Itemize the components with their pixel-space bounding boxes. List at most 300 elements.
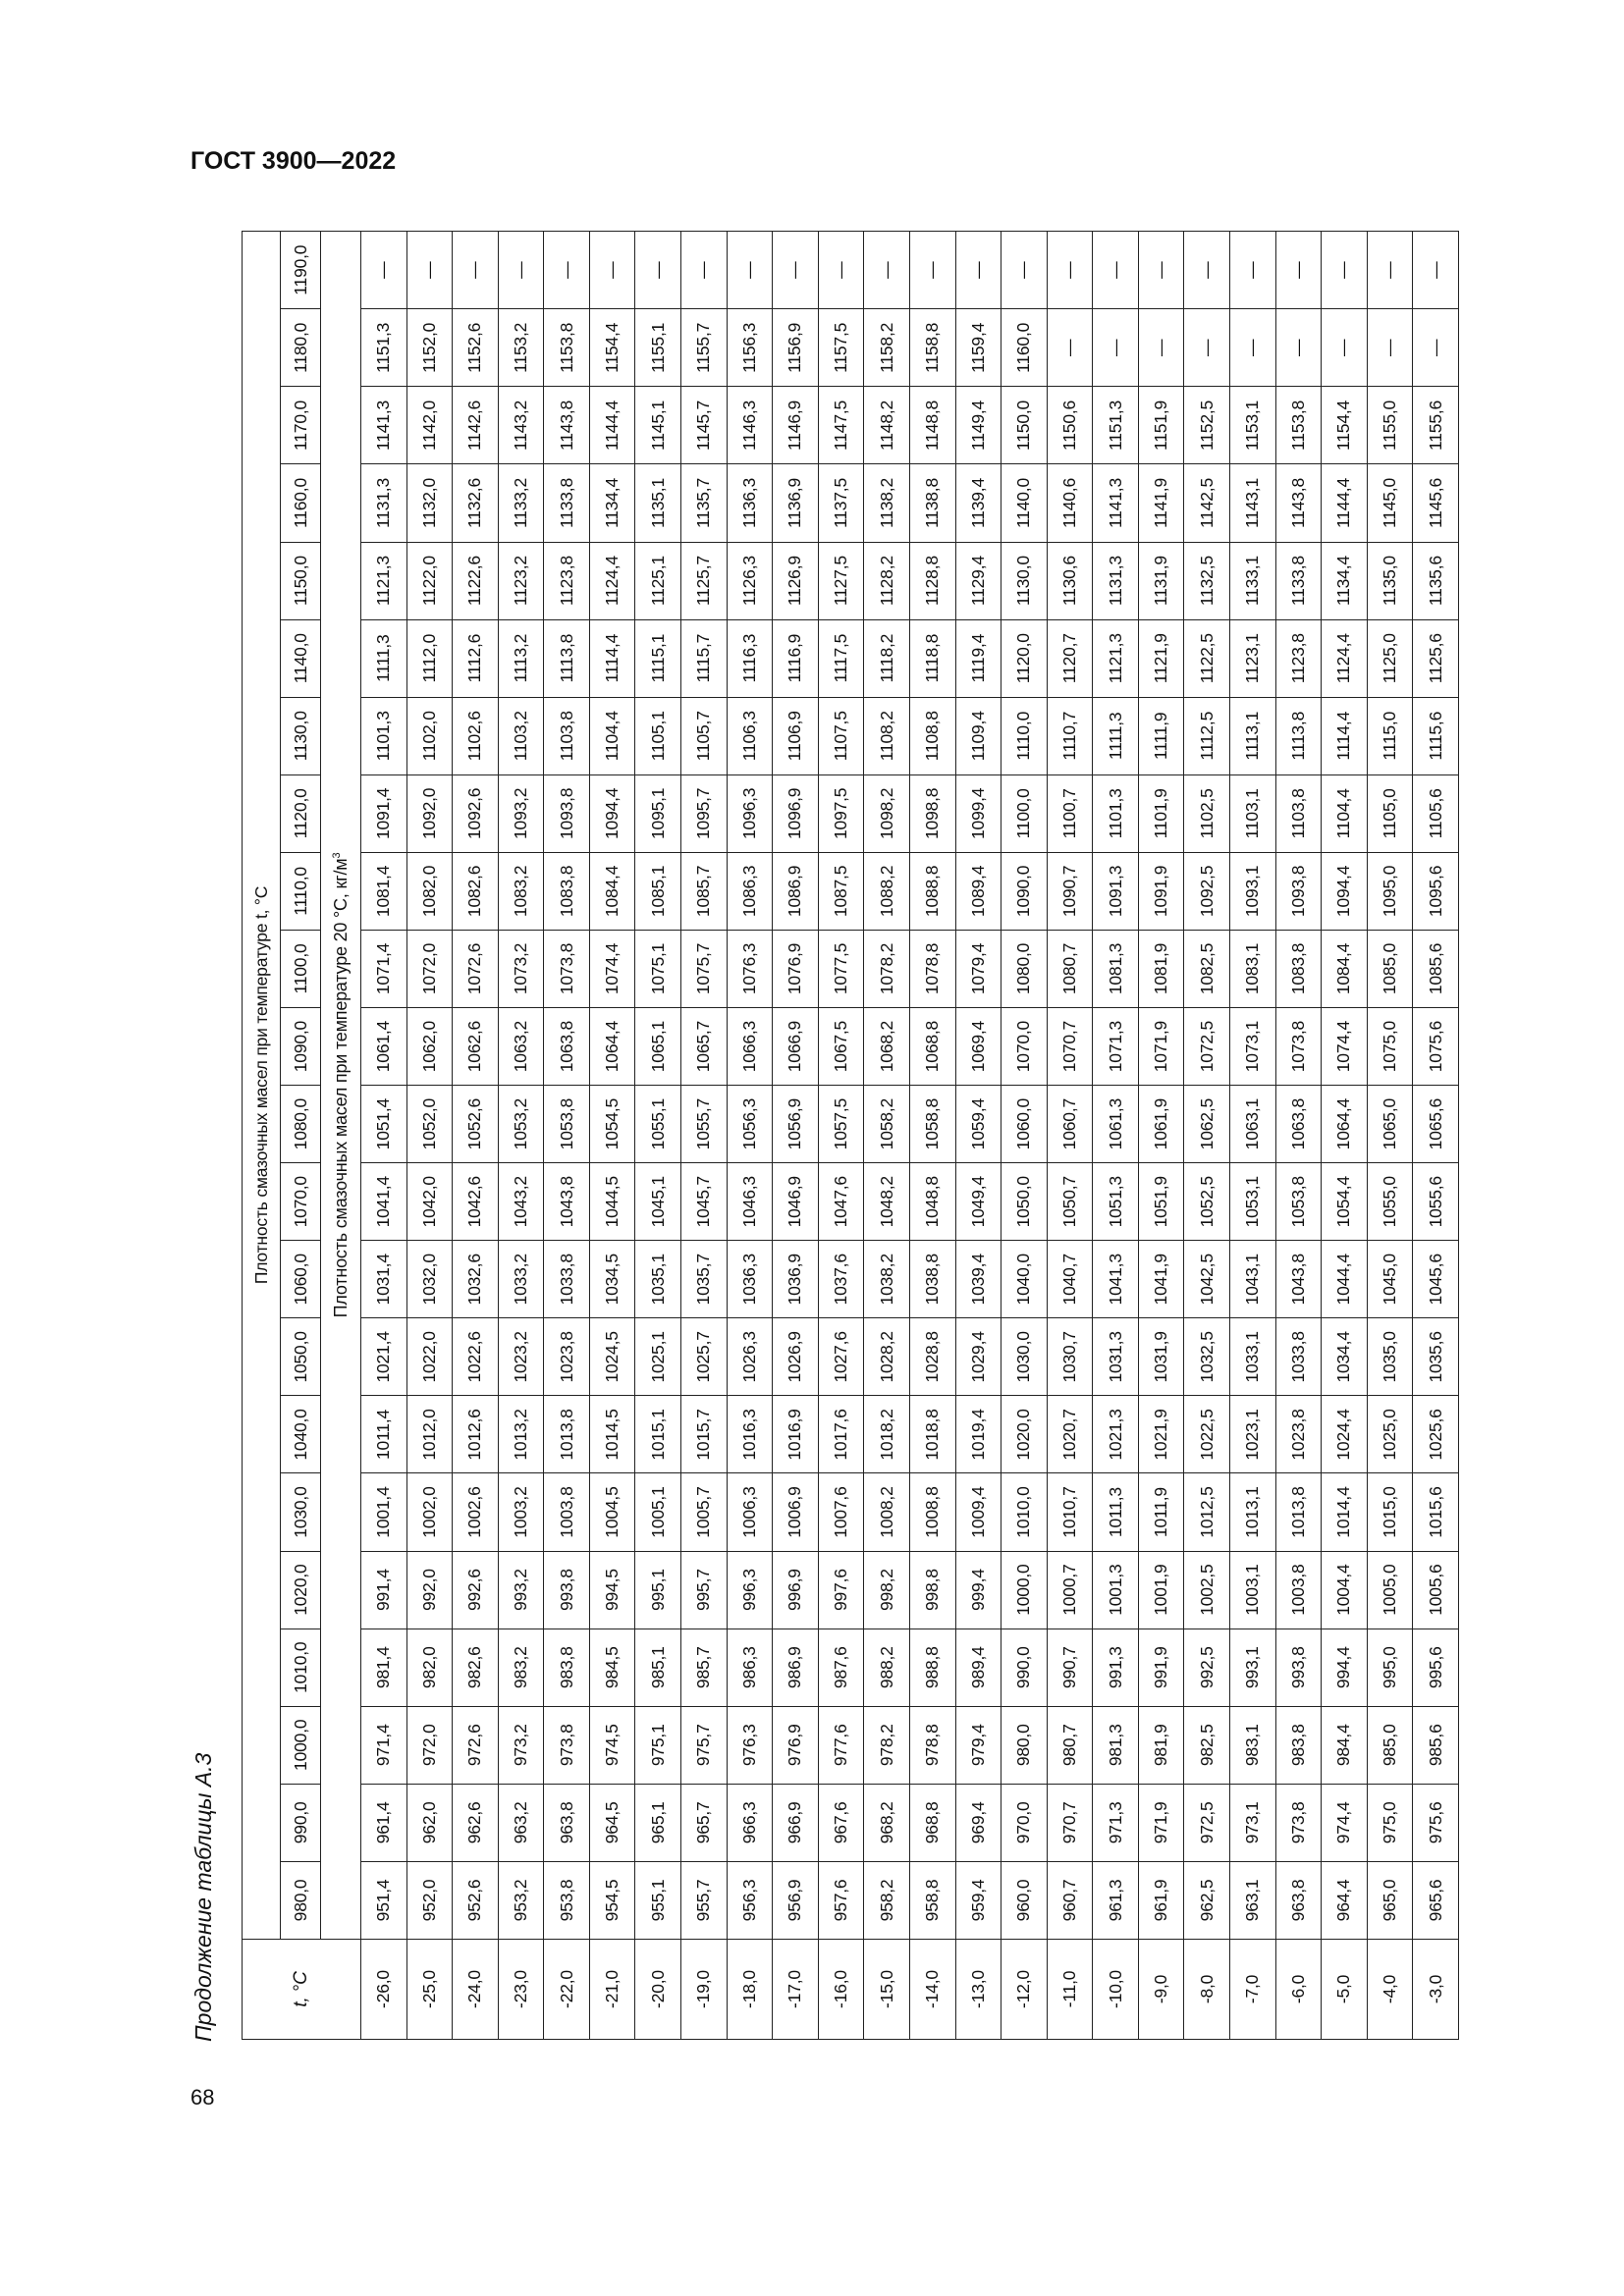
density-cell: 1085,0 xyxy=(1367,930,1413,1007)
density-cell: 962,5 xyxy=(1184,1861,1230,1939)
density-cell: 985,1 xyxy=(635,1629,681,1706)
table-row xyxy=(955,232,1001,2040)
density-cell: 1055,0 xyxy=(1367,1163,1413,1241)
density-cell: 1158,8 xyxy=(909,309,955,387)
density-cell: 1058,8 xyxy=(909,1086,955,1163)
density-cell: 1002,0 xyxy=(406,1473,453,1551)
table-row xyxy=(864,232,910,2040)
density-cell: 1103,2 xyxy=(498,697,544,774)
density-cell: 1008,8 xyxy=(909,1473,955,1551)
density-cell: 1124,4 xyxy=(1322,619,1368,697)
density-cell: 980,7 xyxy=(1047,1706,1093,1784)
density-cell: 1136,9 xyxy=(773,464,819,542)
density-cell: 1071,3 xyxy=(1093,1008,1139,1086)
rotated-table-container xyxy=(242,231,1459,2040)
density-cell: 1100,0 xyxy=(1001,774,1048,852)
density-cell: 1141,9 xyxy=(1138,464,1184,542)
density-cell: 1131,3 xyxy=(1093,542,1139,619)
density-cell: 1153,2 xyxy=(498,309,544,387)
column-header: 980,0 xyxy=(281,1861,321,1939)
density-cell: 1052,5 xyxy=(1184,1163,1230,1241)
table-row xyxy=(635,232,681,2040)
density-cell: — xyxy=(1322,232,1368,309)
density-cell: 1022,6 xyxy=(453,1318,499,1396)
density-cell: 981,4 xyxy=(361,1629,407,1706)
density-cell: 1035,7 xyxy=(681,1241,728,1318)
density-cell: 1144,4 xyxy=(589,387,635,464)
density-cell: 1001,9 xyxy=(1138,1551,1184,1629)
density-cell: 1083,8 xyxy=(1275,930,1322,1007)
density-cell: 1012,6 xyxy=(453,1396,499,1473)
density-cell: 1066,9 xyxy=(773,1008,819,1086)
density-cell: 1098,8 xyxy=(909,774,955,852)
density-cell: 1071,9 xyxy=(1138,1008,1184,1086)
density-cell: 1010,7 xyxy=(1047,1473,1093,1551)
density-cell: 1127,5 xyxy=(818,542,864,619)
density-cell: 1059,4 xyxy=(955,1086,1001,1163)
density-cell: 1093,1 xyxy=(1229,852,1275,930)
density-cell: 1153,1 xyxy=(1229,387,1275,464)
density-cell: 999,4 xyxy=(955,1551,1001,1629)
density-cell: 1067,5 xyxy=(818,1008,864,1086)
column-header: 1010,0 xyxy=(281,1629,321,1706)
density-cell: 1136,3 xyxy=(727,464,773,542)
density-cell: 1045,6 xyxy=(1413,1241,1459,1318)
density-cell: 1111,9 xyxy=(1138,697,1184,774)
density-cell: 1060,0 xyxy=(1001,1086,1048,1163)
density-cell: 1055,1 xyxy=(635,1086,681,1163)
density-cell: 1110,7 xyxy=(1047,697,1093,774)
density-cell: 1079,4 xyxy=(955,930,1001,1007)
density-cell: 1146,9 xyxy=(773,387,819,464)
density-cell: 1037,6 xyxy=(818,1241,864,1318)
density-cell: 1155,0 xyxy=(1367,387,1413,464)
density-cell: 993,8 xyxy=(1275,1629,1322,1706)
column-header: 1110,0 xyxy=(281,852,321,930)
density-cell: 976,9 xyxy=(773,1706,819,1784)
density-cell: 985,0 xyxy=(1367,1706,1413,1784)
density-cell: — xyxy=(1184,309,1230,387)
density-cell: 958,8 xyxy=(909,1861,955,1939)
temperature-cell: -26,0 xyxy=(361,1939,407,2039)
temperature-cell: -9,0 xyxy=(1138,1939,1184,2039)
temperature-cell: -6,0 xyxy=(1275,1939,1322,2039)
density-cell: 1150,0 xyxy=(1001,387,1048,464)
density-cell: 993,1 xyxy=(1229,1629,1275,1706)
density-cell: 1012,0 xyxy=(406,1396,453,1473)
density-cell: 1143,2 xyxy=(498,387,544,464)
table-row xyxy=(909,232,955,2040)
density-cell: 1004,5 xyxy=(589,1473,635,1551)
density-cell: 1033,8 xyxy=(1275,1318,1322,1396)
density-cell: 1116,3 xyxy=(727,619,773,697)
density-cell: 1053,2 xyxy=(498,1086,544,1163)
density-cell: 1062,5 xyxy=(1184,1086,1230,1163)
density-cell: 973,1 xyxy=(1229,1784,1275,1861)
density-cell: 1054,4 xyxy=(1322,1163,1368,1241)
density-cell: 1154,4 xyxy=(589,309,635,387)
density-cell: 968,8 xyxy=(909,1784,955,1861)
density-cell: 1123,8 xyxy=(544,542,590,619)
density-cell: 1003,2 xyxy=(498,1473,544,1551)
density-cell: 1102,6 xyxy=(453,697,499,774)
density-cell: — xyxy=(1138,309,1184,387)
density-cell: 1103,8 xyxy=(1275,774,1322,852)
density-cell: 1077,5 xyxy=(818,930,864,1007)
density-cell: 1121,3 xyxy=(361,542,407,619)
column-header: 1000,0 xyxy=(281,1706,321,1784)
density-cell: 1023,1 xyxy=(1229,1396,1275,1473)
density-cell: 964,4 xyxy=(1322,1861,1368,1939)
density-cell: 1146,3 xyxy=(727,387,773,464)
density-cell: 1095,0 xyxy=(1367,852,1413,930)
density-cell: 993,2 xyxy=(498,1551,544,1629)
group-header: Плотность смазочных масел при температуре t, °C xyxy=(243,232,281,1940)
density-cell: 1155,6 xyxy=(1413,387,1459,464)
density-cell: — xyxy=(361,232,407,309)
density-cell: 1031,3 xyxy=(1093,1318,1139,1396)
temperature-cell: -3,0 xyxy=(1413,1939,1459,2039)
density-cell: 998,2 xyxy=(864,1551,910,1629)
density-cell: 1053,1 xyxy=(1229,1163,1275,1241)
density-cell: 1120,0 xyxy=(1001,619,1048,697)
density-cell: — xyxy=(1322,309,1368,387)
density-cell: — xyxy=(1275,232,1322,309)
density-cell: 1089,4 xyxy=(955,852,1001,930)
density-cell: 958,2 xyxy=(864,1861,910,1939)
density-cell: 1140,6 xyxy=(1047,464,1093,542)
density-cell: 1123,8 xyxy=(1275,619,1322,697)
density-cell: 975,1 xyxy=(635,1706,681,1784)
density-cell: 981,3 xyxy=(1093,1706,1139,1784)
density-cell: 1092,0 xyxy=(406,774,453,852)
density-cell: 1020,0 xyxy=(1001,1396,1048,1473)
density-cell: 1043,8 xyxy=(544,1163,590,1241)
density-cell: 1003,8 xyxy=(1275,1551,1322,1629)
density-cell: 1133,1 xyxy=(1229,542,1275,619)
density-cell: — xyxy=(544,232,590,309)
density-cell: 1003,1 xyxy=(1229,1551,1275,1629)
density-cell: 971,9 xyxy=(1138,1784,1184,1861)
density-cell: 1032,6 xyxy=(453,1241,499,1318)
density-cell: 1005,1 xyxy=(635,1473,681,1551)
column-header: 1150,0 xyxy=(281,542,321,619)
density-cell: 1063,8 xyxy=(544,1008,590,1086)
density-cell: 1081,9 xyxy=(1138,930,1184,1007)
density-cell: 1152,5 xyxy=(1184,387,1230,464)
density-cell: 1082,5 xyxy=(1184,930,1230,1007)
density-cell: 991,3 xyxy=(1093,1629,1139,1706)
temperature-cell: -7,0 xyxy=(1229,1939,1275,2039)
density-cell: 1033,2 xyxy=(498,1241,544,1318)
density-cell: 1064,4 xyxy=(1322,1086,1368,1163)
density-cell: 1094,4 xyxy=(1322,852,1368,930)
table-row xyxy=(1413,232,1459,2040)
density-cell: 1061,9 xyxy=(1138,1086,1184,1163)
table-row xyxy=(727,232,773,2040)
density-cell: — xyxy=(406,232,453,309)
temperature-cell: -23,0 xyxy=(498,1939,544,2039)
density-cell: 1025,6 xyxy=(1413,1396,1459,1473)
density-cell: 1018,8 xyxy=(909,1396,955,1473)
density-cell: 1013,1 xyxy=(1229,1473,1275,1551)
density-cell: 1025,1 xyxy=(635,1318,681,1396)
density-cell: — xyxy=(1229,232,1275,309)
density-cell: 1088,2 xyxy=(864,852,910,930)
density-cell: 970,0 xyxy=(1001,1784,1048,1861)
density-cell: 1115,7 xyxy=(681,619,728,697)
density-cell: 995,0 xyxy=(1367,1629,1413,1706)
table-row xyxy=(498,232,544,2040)
density-cell: 1096,9 xyxy=(773,774,819,852)
density-cell: 965,7 xyxy=(681,1784,728,1861)
table-row xyxy=(1001,232,1048,2040)
density-cell: 986,9 xyxy=(773,1629,819,1706)
density-cell: 1050,7 xyxy=(1047,1163,1093,1241)
temperature-cell: -21,0 xyxy=(589,1939,635,2039)
density-cell: 1078,2 xyxy=(864,930,910,1007)
density-cell: 1117,5 xyxy=(818,619,864,697)
density-cell: 953,8 xyxy=(544,1861,590,1939)
density-cell: 1125,1 xyxy=(635,542,681,619)
density-cell: 988,2 xyxy=(864,1629,910,1706)
density-cell: 1063,8 xyxy=(1275,1086,1322,1163)
density-cell: 970,7 xyxy=(1047,1784,1093,1861)
density-cell: 1065,0 xyxy=(1367,1086,1413,1163)
sub-header-text: Плотность смазочных масел при температуре 20 °C, кг/м xyxy=(330,858,351,1318)
density-cell: 1152,6 xyxy=(453,309,499,387)
density-cell: 1023,8 xyxy=(544,1318,590,1396)
density-cell: 1040,0 xyxy=(1001,1241,1048,1318)
density-cell: 975,6 xyxy=(1413,1784,1459,1861)
density-cell: 1015,1 xyxy=(635,1396,681,1473)
density-cell: 991,4 xyxy=(361,1551,407,1629)
density-cell: 1034,4 xyxy=(1322,1318,1368,1396)
density-cell: 984,5 xyxy=(589,1629,635,1706)
density-cell: 1035,0 xyxy=(1367,1318,1413,1396)
density-cell: 1008,2 xyxy=(864,1473,910,1551)
density-cell: 1001,3 xyxy=(1093,1551,1139,1629)
density-cell: 1135,7 xyxy=(681,464,728,542)
density-cell: 1006,9 xyxy=(773,1473,819,1551)
temperature-cell: -10,0 xyxy=(1093,1939,1139,2039)
density-cell: 1137,5 xyxy=(818,464,864,542)
density-cell: 963,1 xyxy=(1229,1861,1275,1939)
density-cell: — xyxy=(773,232,819,309)
density-cell: — xyxy=(864,232,910,309)
table-row xyxy=(544,232,590,2040)
density-cell: 1153,8 xyxy=(1275,387,1322,464)
density-cell: 1082,0 xyxy=(406,852,453,930)
density-cell: 1048,8 xyxy=(909,1163,955,1241)
temperature-cell: -12,0 xyxy=(1001,1939,1048,2039)
density-cell: 1053,8 xyxy=(544,1086,590,1163)
density-cell: — xyxy=(1184,232,1230,309)
density-cell: 1075,7 xyxy=(681,930,728,1007)
density-cell: 1005,7 xyxy=(681,1473,728,1551)
column-header: 1090,0 xyxy=(281,1008,321,1086)
density-cell: 1106,9 xyxy=(773,697,819,774)
temperature-cell: -17,0 xyxy=(773,1939,819,2039)
density-cell: 1083,2 xyxy=(498,852,544,930)
density-cell: 961,9 xyxy=(1138,1861,1184,1939)
density-cell: 1001,4 xyxy=(361,1473,407,1551)
density-cell: 1030,0 xyxy=(1001,1318,1048,1396)
density-cell: 1045,0 xyxy=(1367,1241,1413,1318)
density-cell: 1125,6 xyxy=(1413,619,1459,697)
density-cell: 1145,1 xyxy=(635,387,681,464)
density-cell: 1160,0 xyxy=(1001,309,1048,387)
density-cell: 1049,4 xyxy=(955,1163,1001,1241)
density-cell: 1023,2 xyxy=(498,1318,544,1396)
density-cell: 1046,9 xyxy=(773,1163,819,1241)
density-cell: 1025,7 xyxy=(681,1318,728,1396)
density-cell: 1011,3 xyxy=(1093,1473,1139,1551)
density-cell: 994,5 xyxy=(589,1551,635,1629)
density-cell: — xyxy=(589,232,635,309)
density-cell: 1118,8 xyxy=(909,619,955,697)
density-cell: 1091,9 xyxy=(1138,852,1184,930)
density-cell: 1068,2 xyxy=(864,1008,910,1086)
table-row xyxy=(1184,232,1230,2040)
density-cell: 1002,6 xyxy=(453,1473,499,1551)
density-cell: 984,4 xyxy=(1322,1706,1368,1784)
density-cell: 1060,7 xyxy=(1047,1086,1093,1163)
density-cell: 1014,5 xyxy=(589,1396,635,1473)
column-header: 1170,0 xyxy=(281,387,321,464)
density-cell: 971,3 xyxy=(1093,1784,1139,1861)
density-cell: 1072,5 xyxy=(1184,1008,1230,1086)
density-cell: 1039,4 xyxy=(955,1241,1001,1318)
density-cell: 1075,6 xyxy=(1413,1008,1459,1086)
density-cell: 960,7 xyxy=(1047,1861,1093,1939)
density-cell: 1074,4 xyxy=(1322,1008,1368,1086)
density-cell: 1092,5 xyxy=(1184,852,1230,930)
density-cell: 966,3 xyxy=(727,1784,773,1861)
density-cell: 1133,8 xyxy=(1275,542,1322,619)
density-cell: 1042,5 xyxy=(1184,1241,1230,1318)
density-cell: 1068,8 xyxy=(909,1008,955,1086)
density-cell: 1112,5 xyxy=(1184,697,1230,774)
density-cell: — xyxy=(1413,232,1459,309)
density-cell: 1024,4 xyxy=(1322,1396,1368,1473)
density-cell: 973,8 xyxy=(1275,1784,1322,1861)
density-cell: 995,6 xyxy=(1413,1629,1459,1706)
density-cell: 1111,3 xyxy=(1093,697,1139,774)
density-cell: 1095,6 xyxy=(1413,852,1459,930)
density-cell: 1069,4 xyxy=(955,1008,1001,1086)
density-cell: 1157,5 xyxy=(818,309,864,387)
table-row xyxy=(1047,232,1093,2040)
density-cell: 1027,6 xyxy=(818,1318,864,1396)
density-cell: 983,2 xyxy=(498,1629,544,1706)
density-cell: 1015,7 xyxy=(681,1396,728,1473)
density-cell: 963,2 xyxy=(498,1784,544,1861)
density-cell: 1009,4 xyxy=(955,1473,1001,1551)
density-cell: — xyxy=(818,232,864,309)
density-cell: 1048,2 xyxy=(864,1163,910,1241)
density-cell: 986,3 xyxy=(727,1629,773,1706)
density-cell: 1056,9 xyxy=(773,1086,819,1163)
density-cell: 1041,3 xyxy=(1093,1241,1139,1318)
table-row xyxy=(1322,232,1368,2040)
density-cell: 1032,5 xyxy=(1184,1318,1230,1396)
density-cell: 1061,3 xyxy=(1093,1086,1139,1163)
density-cell: 1088,8 xyxy=(909,852,955,930)
density-cell: 1055,7 xyxy=(681,1086,728,1163)
table-row xyxy=(453,232,499,2040)
density-cell: 1072,6 xyxy=(453,930,499,1007)
density-cell: 1095,1 xyxy=(635,774,681,852)
density-cell: 985,6 xyxy=(1413,1706,1459,1784)
density-cell: 1099,4 xyxy=(955,774,1001,852)
density-cell: 1105,7 xyxy=(681,697,728,774)
density-cell: 1038,8 xyxy=(909,1241,955,1318)
density-cell: 1076,9 xyxy=(773,930,819,1007)
density-cell: 1123,1 xyxy=(1229,619,1275,697)
temperature-column-header: t, °C xyxy=(243,1939,361,2039)
density-cell: 1092,6 xyxy=(453,774,499,852)
density-cell: 1035,1 xyxy=(635,1241,681,1318)
density-cell: 1128,8 xyxy=(909,542,955,619)
column-header: 1100,0 xyxy=(281,930,321,1007)
density-cell: — xyxy=(1047,232,1093,309)
density-cell: 1142,6 xyxy=(453,387,499,464)
density-cell: 1035,6 xyxy=(1413,1318,1459,1396)
density-cell: 1041,9 xyxy=(1138,1241,1184,1318)
density-cell: 1130,0 xyxy=(1001,542,1048,619)
density-cell: 1036,9 xyxy=(773,1241,819,1318)
density-cell: 1109,4 xyxy=(955,697,1001,774)
column-header: 1080,0 xyxy=(281,1086,321,1163)
density-cell: 953,2 xyxy=(498,1861,544,1939)
density-cell: 1139,4 xyxy=(955,464,1001,542)
density-cell: 1010,0 xyxy=(1001,1473,1048,1551)
density-cell: 1033,8 xyxy=(544,1241,590,1318)
density-cell: 1141,3 xyxy=(361,387,407,464)
density-cell: 1113,2 xyxy=(498,619,544,697)
density-cell: 966,9 xyxy=(773,1784,819,1861)
density-cell: 1086,9 xyxy=(773,852,819,930)
density-cell: 1017,6 xyxy=(818,1396,864,1473)
density-cell: 1093,2 xyxy=(498,774,544,852)
density-cell: 1005,6 xyxy=(1413,1551,1459,1629)
density-cell: 1128,2 xyxy=(864,542,910,619)
density-cell: 981,9 xyxy=(1138,1706,1184,1784)
density-cell: 974,5 xyxy=(589,1706,635,1784)
density-cell: 1155,1 xyxy=(635,309,681,387)
density-cell: 974,4 xyxy=(1322,1784,1368,1861)
density-cell: 978,8 xyxy=(909,1706,955,1784)
density-cell: 1078,8 xyxy=(909,930,955,1007)
density-cell: — xyxy=(727,232,773,309)
density-cell: 1093,8 xyxy=(1275,852,1322,930)
column-header: 1070,0 xyxy=(281,1163,321,1241)
column-header: 1020,0 xyxy=(281,1551,321,1629)
density-cell: 1118,2 xyxy=(864,619,910,697)
table-row xyxy=(773,232,819,2040)
density-cell: 1150,6 xyxy=(1047,387,1093,464)
density-cell: 1026,3 xyxy=(727,1318,773,1396)
density-cell: 988,8 xyxy=(909,1629,955,1706)
density-cell: 991,9 xyxy=(1138,1629,1184,1706)
density-cell: 1061,4 xyxy=(361,1008,407,1086)
density-cell: 972,6 xyxy=(453,1706,499,1784)
density-cell: 967,6 xyxy=(818,1784,864,1861)
density-cell: 1028,8 xyxy=(909,1318,955,1396)
density-cell: 989,4 xyxy=(955,1629,1001,1706)
density-cell: 977,6 xyxy=(818,1706,864,1784)
